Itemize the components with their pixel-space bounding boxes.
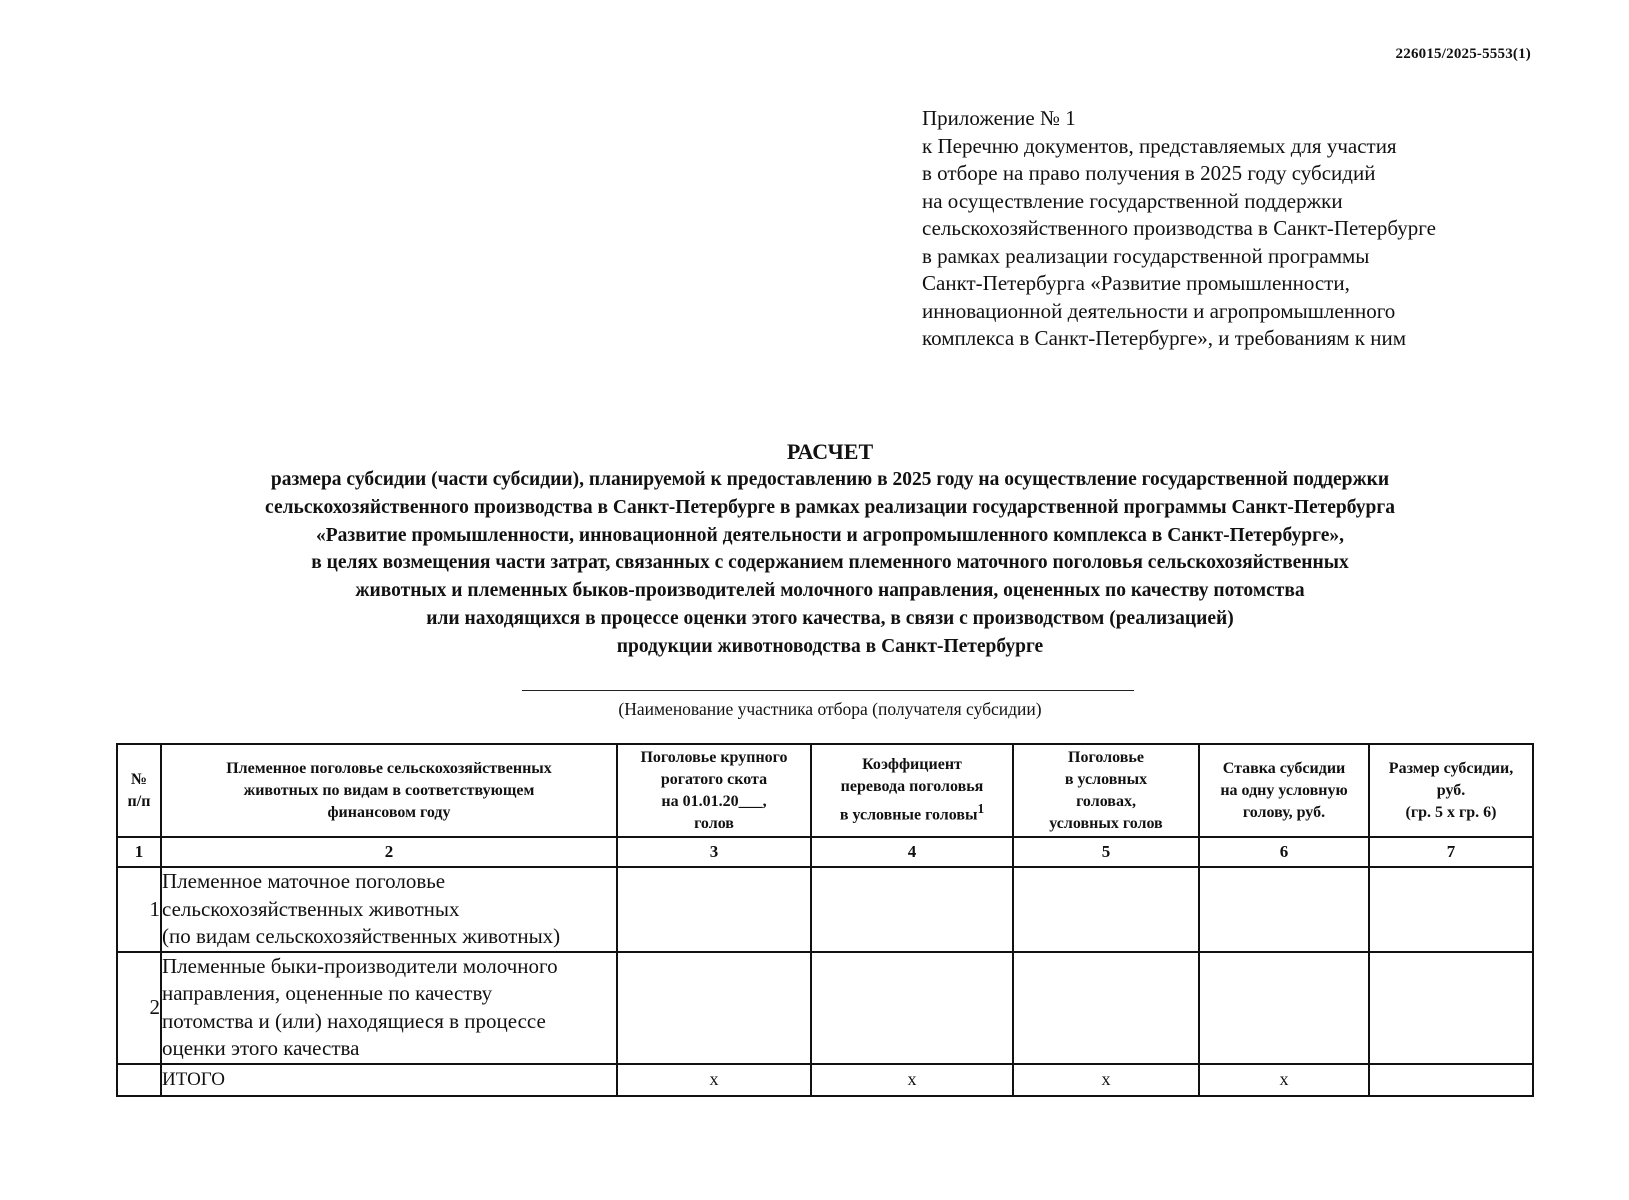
header-text: Племенное поголовье сельскохозяйственных bbox=[226, 759, 552, 777]
total-number-cell bbox=[117, 1064, 161, 1096]
column-number: 7 bbox=[1369, 837, 1533, 867]
header-number bbox=[117, 744, 161, 837]
participant-name-line[interactable] bbox=[522, 690, 1134, 691]
document-number: 226015/2025-5553(1) bbox=[1395, 46, 1531, 62]
title-line: «Развитие промышленности, инновационной деятельности и агропромышленного комплекса в Санкт-Петербурге», bbox=[316, 524, 1344, 546]
header-subsidy-rate bbox=[1199, 744, 1369, 837]
column-number: 6 bbox=[1199, 837, 1369, 867]
header-text: Коэффициент bbox=[862, 756, 962, 774]
row-text: (по видам сельскохозяйственных животных) bbox=[162, 924, 561, 948]
header-text: № bbox=[130, 770, 148, 788]
header-text bbox=[812, 798, 1012, 826]
column-number: 3 bbox=[617, 837, 811, 867]
cell-coefficient[interactable] bbox=[811, 952, 1013, 1064]
cell-subsidy-rate[interactable] bbox=[1199, 952, 1369, 1064]
header-text: Ставка субсидии bbox=[1222, 759, 1346, 777]
cell-coefficient[interactable] bbox=[811, 867, 1013, 952]
header-text: рогатого скота bbox=[660, 770, 768, 788]
header-text: Поголовье bbox=[1068, 748, 1144, 766]
header-text: на одну условную bbox=[1220, 781, 1348, 799]
cell-subsidy-amount[interactable] bbox=[1369, 867, 1533, 952]
total-row bbox=[117, 1064, 1533, 1096]
table-row bbox=[117, 952, 1533, 1064]
title-line: продукции животноводства в Санкт-Петербурге bbox=[616, 635, 1044, 657]
title-line: сельскохозяйственного производства в Санкт-Петербурге в рамках реализации государственной программы Санкт-Петербурга bbox=[265, 496, 1395, 518]
header-text: в условных bbox=[1064, 770, 1148, 788]
row-text: сельскохозяйственных животных bbox=[162, 896, 460, 921]
cell-conditional-heads[interactable] bbox=[1013, 867, 1199, 952]
header-text: (гр. 5 х гр. 6) bbox=[1405, 803, 1497, 821]
title-line: в целях возмещения части затрат, связанных с содержанием племенного маточного поголовья сельскохозяйственных bbox=[311, 552, 1349, 574]
table-row bbox=[117, 867, 1533, 952]
cell-conditional-heads[interactable] bbox=[1013, 952, 1199, 1064]
table-header-row bbox=[117, 744, 1533, 837]
column-numbers-row bbox=[117, 837, 1533, 867]
total-coefficient-x: x bbox=[811, 1064, 1013, 1096]
total-rate-x: x bbox=[1199, 1064, 1369, 1096]
row-description bbox=[161, 952, 617, 1064]
appendix-note bbox=[922, 105, 1436, 353]
header-text: в условные головы bbox=[839, 806, 978, 824]
row-text: направления, оцененные по качеству bbox=[162, 981, 493, 1005]
header-livestock-type bbox=[161, 744, 617, 837]
row-text: оценки этого качества bbox=[162, 1036, 360, 1060]
header-text: на 01.01.20___, bbox=[661, 792, 767, 810]
header-text: животных по видам в соответствующем bbox=[243, 781, 535, 799]
appendix-line: в рамках реализации государственной программы bbox=[922, 243, 1370, 268]
column-number: 5 bbox=[1013, 837, 1199, 867]
row-number: 1 bbox=[117, 867, 161, 952]
appendix-line: Приложение № 1 bbox=[922, 106, 1076, 130]
header-text: голов bbox=[694, 814, 734, 832]
subsidy-calculation-table bbox=[116, 743, 1534, 1097]
header-text: голову, руб. bbox=[1242, 803, 1326, 821]
participant-name-caption: (Наименование участника отбора (получателя субсидии) bbox=[618, 699, 1042, 719]
title-subtitle bbox=[0, 466, 1629, 661]
row-text: Племенные быки-производители молочного bbox=[162, 953, 558, 978]
title-heading: РАСЧЕТ bbox=[786, 439, 874, 464]
appendix-line: в отборе на право получения в 2025 году субсидий bbox=[922, 161, 1376, 185]
header-text: руб. bbox=[1436, 781, 1466, 799]
appendix-line: к Перечню документов, представляемых для участия bbox=[922, 133, 1397, 158]
footnote-mark: 1 bbox=[977, 801, 985, 817]
total-label: ИТОГО bbox=[161, 1064, 617, 1096]
appendix-line: на осуществление государственной поддержки bbox=[922, 188, 1343, 213]
header-conditional-heads bbox=[1013, 744, 1199, 837]
appendix-line: сельскохозяйственного производства в Санкт-Петербурге bbox=[922, 216, 1436, 240]
row-description bbox=[161, 867, 617, 952]
column-number: 4 bbox=[811, 837, 1013, 867]
total-cattle-x: x bbox=[617, 1064, 811, 1096]
header-conversion-coefficient bbox=[811, 744, 1013, 837]
cell-cattle-count[interactable] bbox=[617, 952, 811, 1064]
header-text: головах, bbox=[1076, 792, 1136, 810]
appendix-line: Санкт-Петербурга «Развитие промышленности, bbox=[922, 271, 1350, 295]
total-subsidy-amount[interactable] bbox=[1369, 1064, 1533, 1096]
row-text: Племенное маточное поголовье bbox=[162, 869, 446, 893]
document-title bbox=[0, 437, 1629, 661]
header-text: условных голов bbox=[1049, 814, 1163, 832]
column-number: 1 bbox=[117, 837, 161, 867]
total-heads-x: x bbox=[1013, 1064, 1199, 1096]
title-line: животных и племенных быков-производителей молочного направления, оцененных по качеству потомства bbox=[355, 580, 1305, 602]
header-cattle-count bbox=[617, 744, 811, 837]
title-line: размера субсидии (части субсидии), планируемой к предоставлению в 2025 году на осуществление государственной поддержки bbox=[270, 469, 1390, 490]
header-text: Размер субсидии, bbox=[1388, 759, 1514, 777]
header-text: финансовом году bbox=[327, 803, 451, 821]
row-text: потомства и (или) находящиеся в процессе bbox=[162, 1008, 546, 1033]
appendix-line: комплекса в Санкт-Петербурге», и требованиям к ним bbox=[922, 326, 1407, 350]
column-number: 2 bbox=[161, 837, 617, 867]
cell-subsidy-rate[interactable] bbox=[1199, 867, 1369, 952]
header-text: Поголовье крупного bbox=[640, 748, 788, 766]
header-text: п/п bbox=[127, 792, 151, 810]
header-subsidy-amount bbox=[1369, 744, 1533, 837]
row-number: 2 bbox=[117, 952, 161, 1064]
header-text: перевода поголовья bbox=[840, 778, 984, 796]
appendix-line: инновационной деятельности и агропромышленного bbox=[922, 298, 1396, 323]
cell-cattle-count[interactable] bbox=[617, 867, 811, 952]
title-line: или находящихся в процессе оценки этого качества, в связи с производством (реализацией) bbox=[426, 607, 1234, 629]
cell-subsidy-amount[interactable] bbox=[1369, 952, 1533, 1064]
